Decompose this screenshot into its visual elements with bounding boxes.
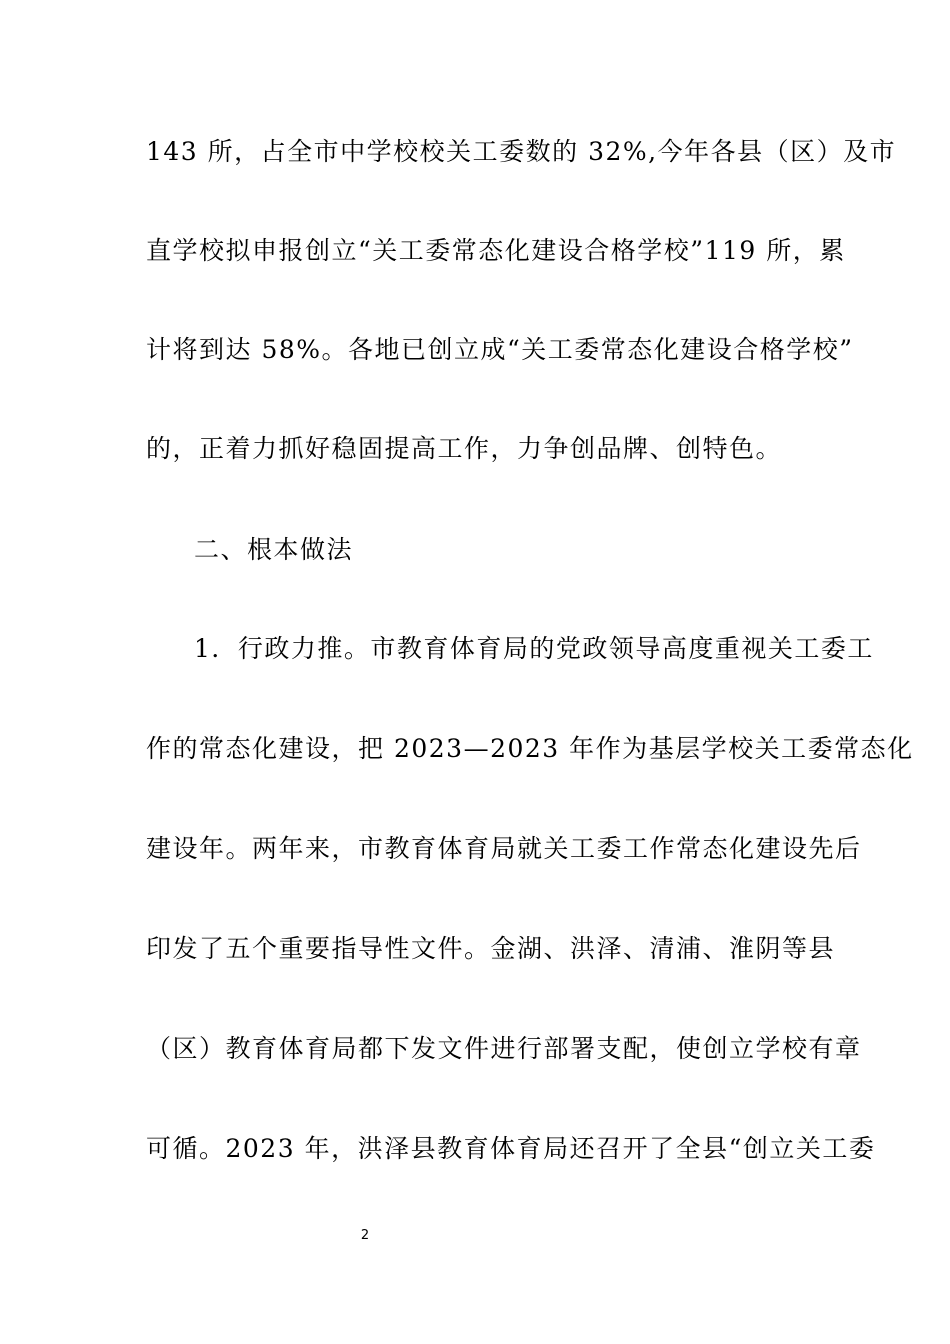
page-number: 2 — [360, 1228, 370, 1243]
text-line: 印发了五个重要指导性文件。金湖、洪泽、清浦、淮阴等县 — [146, 934, 836, 963]
text-line: 143 所，占全市中学校校关工委数的 32%,今年各县（区）及市 — [146, 137, 897, 166]
text-line: （区）教育体育局都下发文件进行部署支配，使创立学校有章 — [146, 1034, 862, 1063]
section-heading: 二、根本做法 — [194, 535, 354, 564]
text-line: 1．行政力推。市教育体育局的党政领导高度重视关工委工 — [194, 634, 874, 663]
text-line: 的，正着力抓好稳固提高工作，力争创品牌、创特色。 — [146, 434, 783, 463]
text-line: 计将到达 58%。各地已创立成“关工委常态化建设合格学校” — [146, 335, 854, 364]
text-line: 建设年。两年来，市教育体育局就关工委工作常态化建设先后 — [146, 834, 862, 863]
text-line: 作的常态化建设，把 2023—2023 年作为基层学校关工委常态化 — [146, 734, 914, 763]
text-line: 可循。2023 年，洪泽县教育体育局还召开了全县“创立关工委 — [146, 1134, 876, 1163]
text-line: 直学校拟申报创立“关工委常态化建设合格学校”119 所，累 — [146, 236, 846, 265]
